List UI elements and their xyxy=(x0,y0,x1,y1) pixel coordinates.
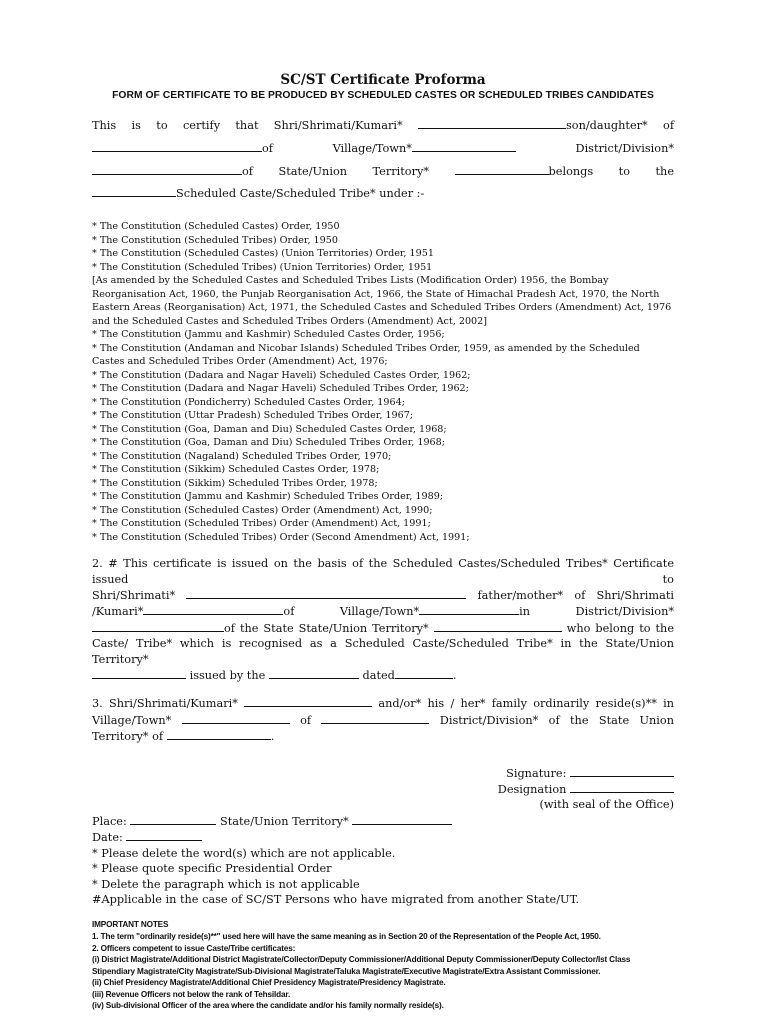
footnote: * Delete the paragraph which is not applicable xyxy=(92,877,360,891)
seal-note: (with seal of the Office) xyxy=(539,798,674,812)
important-note-item: (ii) Chief Presidency Magistrate/Additional Chief Presidency Magistrate/Presidency Magistrate. xyxy=(92,978,446,988)
date-blank[interactable] xyxy=(126,829,202,841)
important-note-item: 1. The term "ordinarily reside(s)**" used here will have the same meaning as in Section 20 of the Representation of the People Act, 1950. xyxy=(92,931,601,941)
issuing-authority-blank[interactable] xyxy=(269,667,359,679)
order-item: * The Constitution (Goa, Daman and Diu) Scheduled Tribes Order, 1968; xyxy=(92,437,445,449)
para3-line-3: Territory* of . xyxy=(92,730,275,744)
parent-name-blank-2[interactable] xyxy=(186,587,466,599)
para3-line-1: 3. Shri/Shrimati/Kumari* and/or* his / her* family ordinarily reside(s)** in xyxy=(92,697,674,711)
important-note-item: 2. Officers competent to issue Caste/Tribe certificates: xyxy=(92,943,296,953)
order-item: * The Constitution (Dadara and Nagar Haveli) Scheduled Castes Order, 1962; xyxy=(92,369,471,381)
order-item: * The Constitution (Sikkim) Scheduled Castes Order, 1978; xyxy=(92,464,380,476)
order-item: * The Constitution (Dadara and Nagar Haveli) Scheduled Tribes Order, 1962; xyxy=(92,383,469,395)
order-item: * The Constitution (Sikkim) Scheduled Tribes Order, 1978; xyxy=(92,477,378,489)
signature-line: Signature: xyxy=(92,765,674,781)
para2-line-3: /Kumari* of Village/Town* in District/Division* xyxy=(92,605,675,619)
para2-line-2: Shri/Shrimati* father/mother* of Shri/Shrimati xyxy=(92,589,674,602)
certificate-paragraph-1 xyxy=(92,115,674,206)
important-notes-heading: IMPORTANT NOTES xyxy=(92,920,169,930)
order-item: * The Constitution (Pondicherry) Scheduled Castes Order, 1964; xyxy=(92,396,405,408)
residence-village-blank[interactable] xyxy=(182,712,290,724)
order-item: * The Constitution (Andaman and Nicobar Islands) Scheduled Tribes Order, 1959, as amended by the Scheduled Castes and Scheduled Tribes Order (Amendment) Act, 1976; xyxy=(92,342,640,368)
signature-block xyxy=(92,765,674,813)
name-blank[interactable] xyxy=(418,117,566,129)
village-blank-2[interactable] xyxy=(419,603,519,615)
order-item: * The Constitution (Scheduled Tribes) (Union Territories) Order, 1951 xyxy=(92,261,433,273)
order-item: * The Constitution (Jammu and Kashmir) Scheduled Tribes Order, 1989; xyxy=(92,491,444,503)
certificate-paragraph-3 xyxy=(92,695,674,744)
important-notes xyxy=(92,919,674,1012)
footnote: * Please delete the word(s) which are not applicable. xyxy=(92,846,396,860)
caste-blank[interactable] xyxy=(92,185,176,197)
order-item: * The Constitution (Scheduled Castes) (Union Territories) Order, 1951 xyxy=(92,248,434,260)
para1-line-2: of Village/Town* District/Division* xyxy=(92,138,674,161)
para2-line-5: Caste/ Tribe* which is recognised as a Scheduled Caste/Scheduled Tribe* in the State/Union Territory* xyxy=(92,637,674,666)
order-item: * The Constitution (Uttar Pradesh) Scheduled Tribes Order, 1967; xyxy=(92,410,414,422)
orders-list xyxy=(92,220,674,544)
residence-state-blank[interactable] xyxy=(167,728,271,740)
village-blank[interactable] xyxy=(412,140,516,152)
para1-line-3: of State/Union Territory* belongs to the xyxy=(92,161,674,184)
kumari-name-blank[interactable] xyxy=(143,603,283,615)
order-amendment-note: [As amended by the Scheduled Castes and Scheduled Tribes Lists (Modification Order) 1956, the Bombay Reorganisation Act, 1960, the Punjab Reorganisation Act, 1966, the State of Himachal Pradesh Act, 1970, the North Eastern Areas (Reorganisation) Act, 1971, the Scheduled Castes and Scheduled Tribes Orders (Amendment) Act, 1976 and the Scheduled Castes and Scheduled Tribes Orders (Amendment) Act, 2002] xyxy=(92,275,672,327)
order-item: * The Constitution (Jammu and Kashmir) Scheduled Castes Order, 1956; xyxy=(92,329,445,341)
order-item: * The Constitution (Scheduled Tribes) Order (Amendment) Act, 1991; xyxy=(92,518,431,530)
order-item: * The Constitution (Scheduled Tribes) Order (Second Amendment) Act, 1991; xyxy=(92,531,470,543)
para2-line-6: issued by the dated . xyxy=(92,667,674,683)
para3-line-2: Village/Town* of District/Division* of the State Union xyxy=(92,713,674,727)
footnote: #Applicable in the case of SC/ST Persons who have migrated from another State/UT. xyxy=(92,892,580,906)
footnote: * Please quote specific Presidential Order xyxy=(92,862,332,876)
place-line: Place: State/Union Territory* xyxy=(92,813,674,829)
page-subtitle: FORM OF CERTIFICATE TO BE PRODUCED BY SCHEDULED CASTES OR SCHEDULED TRIBES CANDIDATES xyxy=(112,90,654,101)
page-title: SC/ST Certificate Proforma xyxy=(280,72,486,88)
para1-line-1: This is to certify that Shri/Shrimati/Kumari* son/daughter* of xyxy=(92,119,674,132)
order-item: * The Constitution (Scheduled Tribes) Order, 1950 xyxy=(92,234,338,246)
order-item: * The Constitution (Scheduled Castes) Order (Amendment) Act, 1990; xyxy=(92,504,433,516)
important-note-item: (iv) Sub-divisional Officer of the area where the candidate and/or his family normally reside(s). xyxy=(92,1001,444,1011)
issuing-state-blank[interactable] xyxy=(92,667,186,679)
state-blank-2[interactable] xyxy=(434,620,562,632)
place-blank[interactable] xyxy=(130,813,216,825)
district-blank[interactable] xyxy=(92,163,242,175)
order-item: * The Constitution (Scheduled Castes) Order, 1950 xyxy=(92,221,340,233)
place-date-block xyxy=(92,813,674,907)
place-state-blank[interactable] xyxy=(352,813,452,825)
resident-name-blank[interactable] xyxy=(244,695,372,707)
issue-date-blank[interactable] xyxy=(395,667,453,679)
designation-blank[interactable] xyxy=(570,781,674,793)
state-blank[interactable] xyxy=(455,163,549,175)
para2-line-1: 2. # This certificate is issued on the basis of the Scheduled Castes/Scheduled Tribes* Certificate issued to xyxy=(92,557,674,586)
designation-line: Designation xyxy=(92,781,674,797)
important-note-item: (iii) Revenue Officers not below the rank of Tehsildar. xyxy=(92,989,291,999)
district-blank-2[interactable] xyxy=(92,620,224,632)
para2-line-4: of the State State/Union Territory* who belong to the xyxy=(92,620,674,636)
order-item: * The Constitution (Goa, Daman and Diu) Scheduled Castes Order, 1968; xyxy=(92,423,447,435)
signature-blank[interactable] xyxy=(570,765,674,777)
residence-district-blank[interactable] xyxy=(321,712,429,724)
certificate-paragraph-2 xyxy=(92,556,674,683)
order-item: * The Constitution (Nagaland) Scheduled Tribes Order, 1970; xyxy=(92,450,392,462)
parent-name-blank[interactable] xyxy=(92,140,262,152)
important-note-item: (i) District Magistrate/Additional District Magistrate/Collector/Deputy Commissioner/Additional Deputy Commissioner/Deputy Collector/Ist Class Stipendiary Magistrate/City Magistrate/Sub-Divisional Magistrate/Taluka Magistrate/Executive Magistrate/Extra Assistant Commissioner. xyxy=(92,955,631,976)
para1-line-4: Scheduled Caste/Scheduled Tribe* under :- xyxy=(92,183,674,206)
date-line: Date: xyxy=(92,829,674,845)
